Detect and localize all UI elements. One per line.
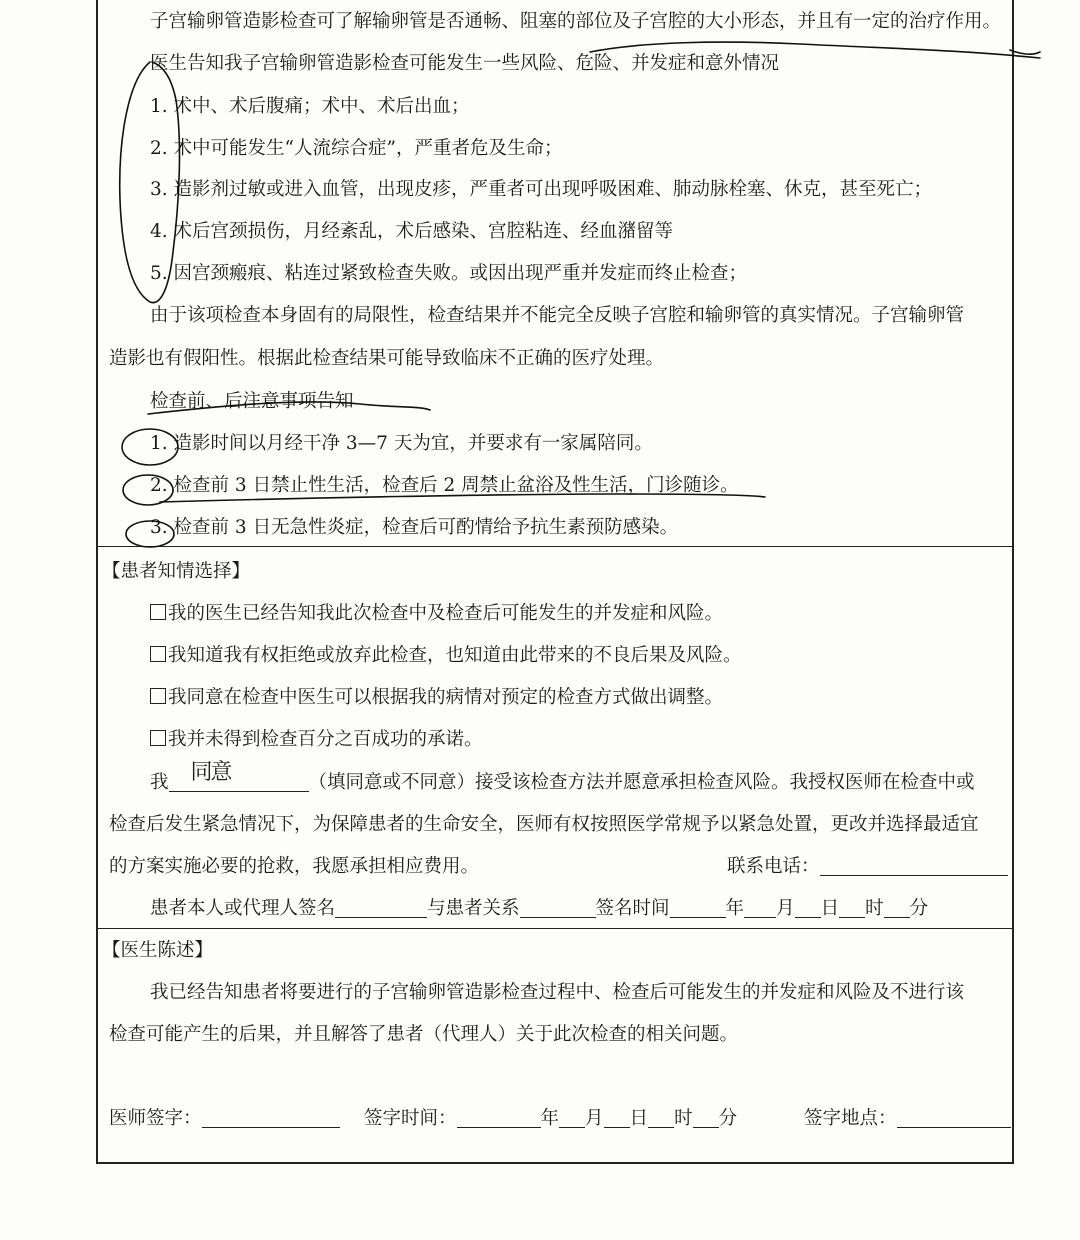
- doctor-statement-line-2: 检查可能产生的后果，并且解答了患者（代理人）关于此次检查的相关问题。: [109, 1024, 739, 1045]
- risk-item-3: 3. 造影剂过敏或进入血管，出现皮疹，严重者可出现呼吸困难、肺动脉栓塞、休克，甚至死亡；: [150, 179, 933, 200]
- limitation-line-2: 造影也有假阳性。根据此检查结果可能导致临床不正确的医疗处理。: [109, 348, 665, 369]
- choice-checkbox-1[interactable]: [150, 604, 166, 620]
- risk-intro-text: 医生告知我子宫输卵管造影检查可能发生一些风险、危险、并发症和意外情况: [150, 53, 780, 74]
- doctor-minute-field[interactable]: [693, 1107, 719, 1128]
- patient-month-field[interactable]: [744, 897, 776, 918]
- note-item-3: 3. 检查前 3 日无急性炎症，检查后可酌情给予抗生素预防感染。: [150, 517, 679, 538]
- risk-item-5: 5. 因宫颈瘢痕、粘连过紧致检查失败。或因出现严重并发症而终止检查；: [150, 263, 748, 284]
- consent-line-2: 检查后发生紧急情况下，为保障患者的生命安全，医师有权按照医学常规予以紧急处置，更改并选择最适宜: [109, 814, 979, 835]
- consent-line-3: 的方案实施必要的抢救，我愿承担相应费用。: [109, 856, 480, 877]
- consent-answer-field[interactable]: [169, 760, 309, 792]
- doctor-sign-time-row: 签字时间： 年 月 日 时 分: [364, 1108, 738, 1129]
- doctor-month-field[interactable]: [559, 1107, 585, 1128]
- patient-year-field[interactable]: [670, 897, 726, 918]
- risk-item-4: 4. 术后宫颈损伤，月经紊乱，术后感染、宫腔粘连、经血潴留等: [150, 221, 674, 242]
- doctor-statement-line-1: 我已经告知患者将要进行的子宫输卵管造影检查过程中、检查后可能发生的并发症和风险及不进行该: [150, 982, 965, 1003]
- risk-item-2: 2. 术中可能发生“人流综合症”，严重者危及生命；: [150, 138, 563, 159]
- choice-item-3: 我同意在检查中医生可以根据我的病情对预定的检查方式做出调整。: [150, 686, 723, 710]
- patient-choice-section: [98, 546, 1012, 929]
- phone-row: 联系电话：: [727, 855, 1008, 879]
- doctor-sign-place-row: 签字地点：: [804, 1107, 1011, 1131]
- choice-item-2: 我知道我有权拒绝或放弃此检查，也知道由此带来的不良后果及风险。: [150, 644, 742, 668]
- doctor-statement-section: [98, 928, 1012, 1165]
- note-item-1: 1. 造影时间以月经干净 3—7 天为宜，并要求有一家属陪同。: [150, 433, 653, 454]
- consent-line-1: 我 同意 （填同意或不同意）接受该检查方法并愿意承担检查风险。我授权医师在检查中或: [150, 760, 975, 793]
- doctor-signature-field[interactable]: [202, 1107, 340, 1128]
- purpose-text: 子宫输卵管造影检查可了解输卵管是否通畅、阻塞的部位及子宫腔的大小形态，并且有一定的治疗作用。: [150, 11, 1002, 32]
- doctor-day-field[interactable]: [604, 1107, 630, 1128]
- patient-minute-field[interactable]: [884, 897, 910, 918]
- limitation-line-1: 由于该项检查本身固有的局限性，检查结果并不能完全反映子宫腔和输卵管的真实情况。子宫输卵管: [150, 305, 965, 326]
- notes-heading: 检查前、后注意事项告知: [150, 391, 354, 412]
- note-item-2: 2. 检查前 3 日禁止性生活，检查后 2 周禁止盆浴及性生活，门诊随诊。: [150, 475, 739, 496]
- patient-hour-field[interactable]: [839, 897, 865, 918]
- underline-stroke-purpose-tail: [1010, 50, 1040, 54]
- consent-answer-handwriting: 同意: [190, 760, 231, 785]
- consent-form: [96, 0, 1014, 1164]
- relation-field[interactable]: [520, 897, 596, 918]
- doctor-section-heading: 【医生陈述】: [102, 940, 214, 961]
- patient-day-field[interactable]: [795, 897, 821, 918]
- sign-place-field[interactable]: [897, 1107, 1011, 1128]
- phone-field[interactable]: [820, 855, 1008, 876]
- choice-item-4: 我并未得到检查百分之百成功的承诺。: [150, 728, 483, 752]
- procedure-info-section: [98, 0, 1012, 546]
- doctor-hour-field[interactable]: [648, 1107, 674, 1128]
- doctor-signature-row: 医师签字：: [109, 1107, 340, 1131]
- patient-section-heading: 【患者知情选择】: [102, 561, 251, 582]
- risk-item-1: 1. 术中、术后腹痛；术中、术后出血；: [150, 96, 470, 117]
- patient-signature-field[interactable]: [335, 897, 427, 918]
- doctor-year-field[interactable]: [457, 1107, 541, 1128]
- choice-item-1: 我的医生已经告知我此次检查中及检查后可能发生的并发症和风险。: [150, 602, 723, 626]
- choice-checkbox-2[interactable]: [150, 646, 166, 662]
- choice-checkbox-4[interactable]: [150, 730, 166, 746]
- patient-signature-row: 患者本人或代理人签名 与患者关系 签名时间 年 月 日 时 分: [150, 898, 929, 919]
- choice-checkbox-3[interactable]: [150, 688, 166, 704]
